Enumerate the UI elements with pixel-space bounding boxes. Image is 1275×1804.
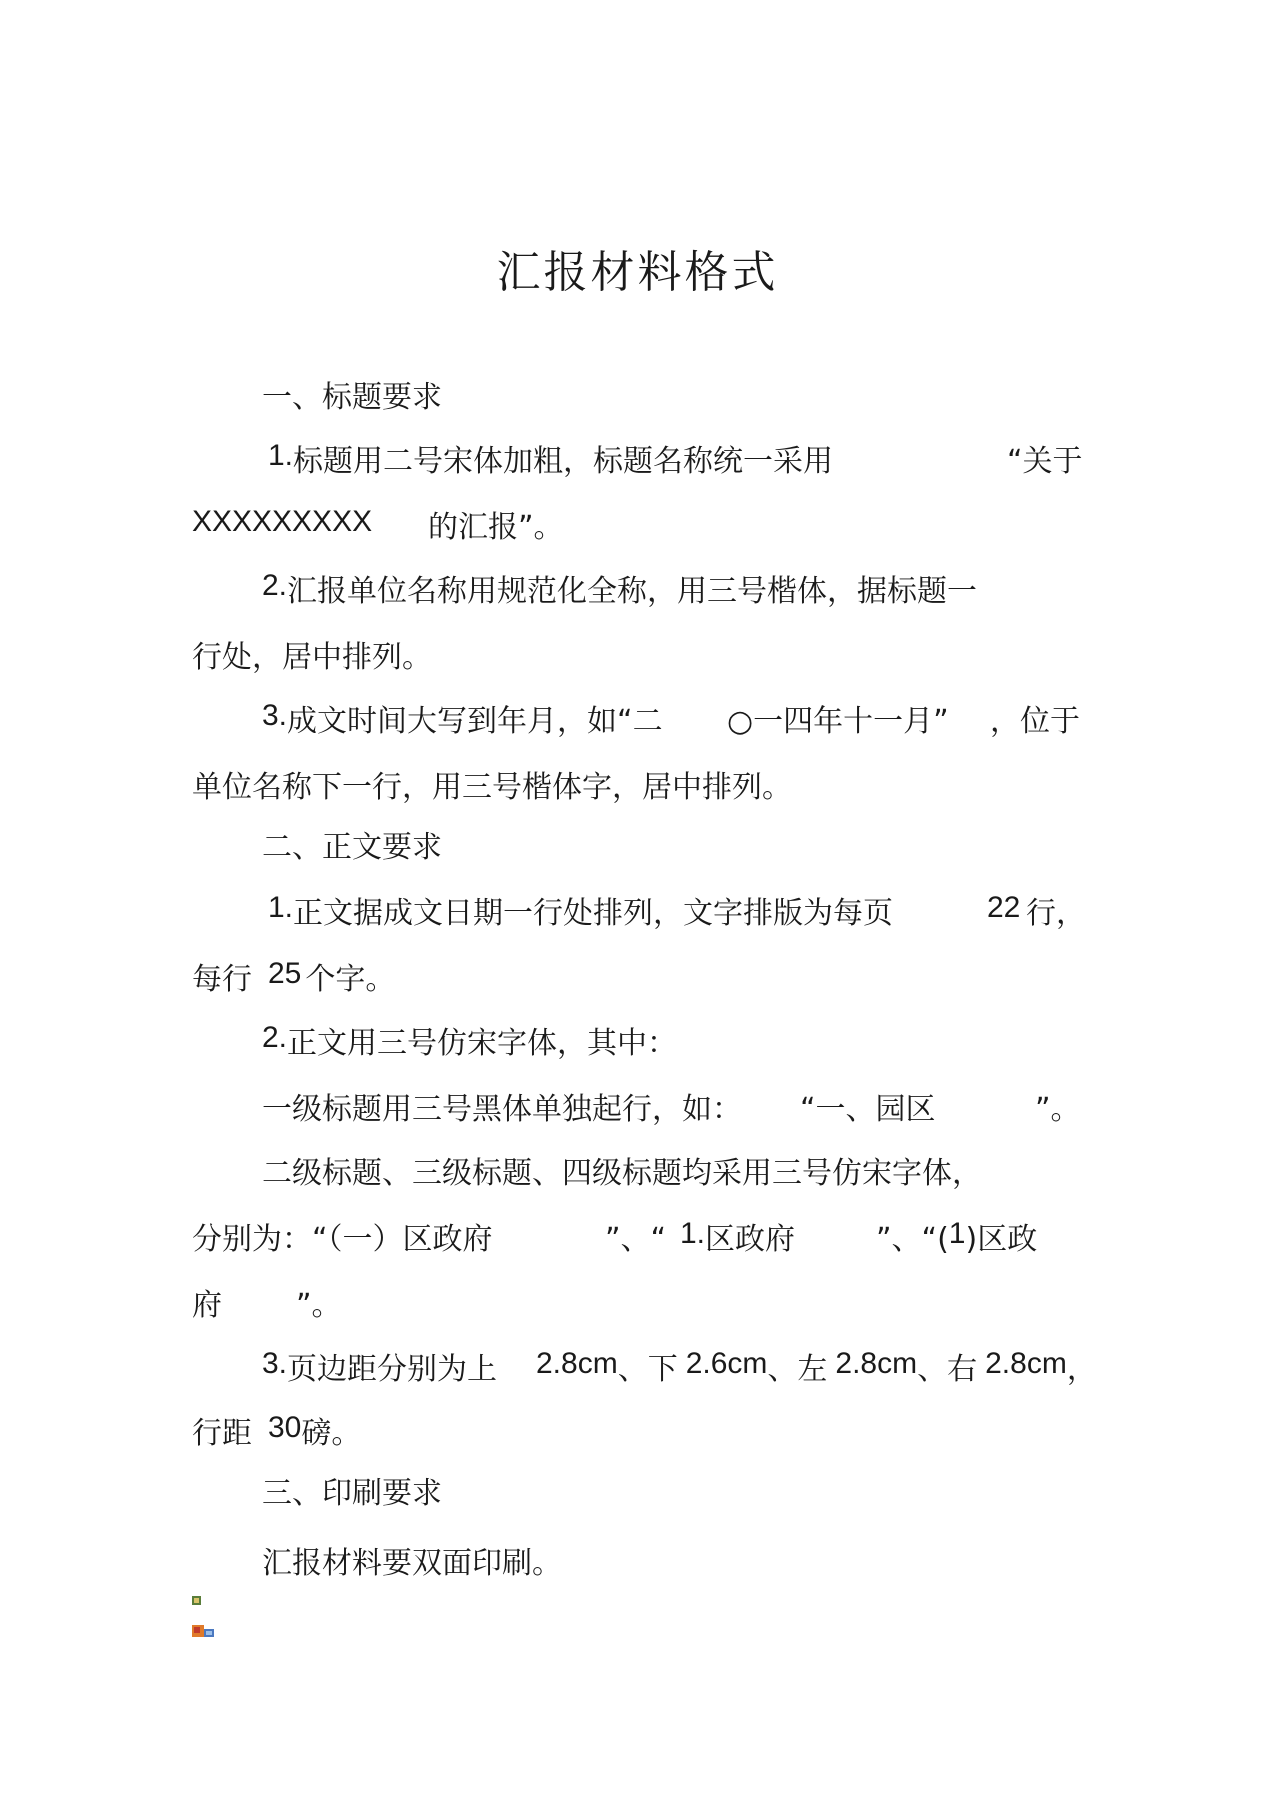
paragraph-text: 二级标题、三级标题、四级标题均采用三号仿宋字体， xyxy=(262,1156,982,1191)
paragraph-line xyxy=(262,1544,562,1584)
paragraph-text: 行， xyxy=(1026,896,1086,931)
paragraph-text: ， xyxy=(1066,1352,1097,1387)
paragraph-line-fragment xyxy=(536,1347,1097,1390)
paragraph-text: ”、“( xyxy=(876,1222,949,1257)
list-number: 3. xyxy=(262,1347,288,1380)
small-image-icon xyxy=(192,1590,201,1599)
list-number: 1. xyxy=(268,439,294,472)
page-title: 汇报材料格式 xyxy=(496,247,779,298)
list-number: 3. xyxy=(262,699,288,732)
list-number: 1. xyxy=(680,1217,706,1250)
paragraph-line xyxy=(262,1090,742,1130)
paragraph-line-fragment xyxy=(876,1217,1038,1260)
number-value: 2.8cm xyxy=(985,1347,1067,1380)
paragraph-line xyxy=(192,957,396,1000)
paragraph-line xyxy=(262,699,663,742)
paragraph-line-fragment xyxy=(800,1090,936,1130)
section-heading-3 xyxy=(262,1474,442,1514)
small-image-icon xyxy=(192,1622,214,1634)
paragraph-line xyxy=(192,1220,493,1260)
paragraph-line-fragment xyxy=(1026,894,1086,934)
paragraph-line xyxy=(192,638,432,678)
paragraph-text: )区政 xyxy=(965,1222,1038,1257)
number-value: 25 xyxy=(268,957,302,990)
paragraph-line xyxy=(262,1021,678,1064)
paragraph-line xyxy=(192,1411,362,1454)
paragraph-text: ，位于 xyxy=(990,704,1080,739)
paragraph-line-fragment xyxy=(680,1217,796,1260)
paragraph-text: ○一四年十一月” xyxy=(727,704,949,739)
paragraph-text: 成文时间大写到年月，如“二 xyxy=(287,704,663,739)
list-number: 1. xyxy=(268,891,294,924)
paragraph-text: “一、园区 xyxy=(800,1092,936,1127)
paragraph-line-fragment xyxy=(605,1220,666,1260)
paragraph-text: 行距 xyxy=(192,1416,252,1451)
paragraph-text: 一级标题用三号黑体单独起行，如： xyxy=(262,1092,742,1127)
paragraph-text: 的汇报”。 xyxy=(428,510,564,545)
paragraph-line xyxy=(192,1286,222,1326)
paragraph-text: “关于 xyxy=(1007,444,1083,479)
paragraph-line-fragment xyxy=(1007,442,1083,482)
paragraph-text: 汇报单位名称用规范化全称，用三号楷体，据标题一 xyxy=(287,574,978,609)
heading-text: 二、正文要求 xyxy=(262,830,442,865)
paragraph-text: 标题用二号宋体加粗，标题名称统一采用 xyxy=(293,444,834,479)
number-value: 2.8cm xyxy=(536,1347,618,1380)
paragraph-line xyxy=(268,891,894,934)
number-value: 2.8cm xyxy=(835,1347,918,1380)
paragraph-text: 、左 xyxy=(767,1352,828,1387)
section-heading-1 xyxy=(262,378,442,418)
paragraph-text: 府 xyxy=(192,1288,222,1323)
paragraph-text: ”。 xyxy=(296,1288,342,1323)
paragraph-text: 页边距分别为上 xyxy=(287,1352,498,1387)
paragraph-text: 正文用三号仿宋字体，其中： xyxy=(287,1026,678,1061)
paragraph-line xyxy=(192,768,792,808)
paragraph-line xyxy=(192,505,373,548)
placeholder-text: XXXXXXXXX xyxy=(192,505,373,538)
paragraph-text: 磅。 xyxy=(301,1416,362,1451)
number-value: 22 xyxy=(987,891,1021,924)
paragraph-text: 区政府 xyxy=(705,1222,796,1257)
list-number: 2. xyxy=(262,569,288,602)
paragraph-line-fragment xyxy=(727,702,949,742)
paragraph-line xyxy=(262,569,978,612)
paragraph-text: 单位名称下一行，用三号楷体字，居中排列。 xyxy=(192,770,792,805)
heading-text: 一、标题要求 xyxy=(262,380,442,415)
paragraph-line xyxy=(268,439,834,482)
number-value: 30 xyxy=(268,1411,302,1444)
paragraph-line xyxy=(262,1347,498,1390)
paragraph-text: ”。 xyxy=(1035,1092,1081,1127)
paragraph-line-fragment xyxy=(1035,1090,1081,1130)
number-value: 1 xyxy=(948,1217,966,1250)
paragraph-text: 每行 xyxy=(192,962,252,997)
paragraph-text: 、右 xyxy=(917,1352,978,1387)
paragraph-text: 个字。 xyxy=(305,962,396,997)
section-heading-2 xyxy=(262,828,442,868)
paragraph-line-fragment xyxy=(987,891,1021,934)
paragraph-text: 行处，居中排列。 xyxy=(192,640,432,675)
paragraph-line-fragment xyxy=(990,702,1080,742)
paragraph-line-fragment xyxy=(428,508,564,548)
paragraph-text: 分别为：“（一）区政府 xyxy=(192,1222,493,1257)
paragraph-text: 汇报材料要双面印刷。 xyxy=(262,1546,562,1581)
list-number: 2. xyxy=(262,1021,288,1054)
heading-text: 三、印刷要求 xyxy=(262,1476,442,1511)
paragraph-text: 、下 xyxy=(617,1352,678,1387)
paragraph-line-fragment xyxy=(296,1286,342,1326)
paragraph-text: 正文据成文日期一行处排列，文字排版为每页 xyxy=(293,896,894,931)
number-value: 2.6cm xyxy=(685,1347,768,1380)
paragraph-line xyxy=(262,1154,982,1194)
paragraph-text: ”、“ xyxy=(605,1222,667,1257)
